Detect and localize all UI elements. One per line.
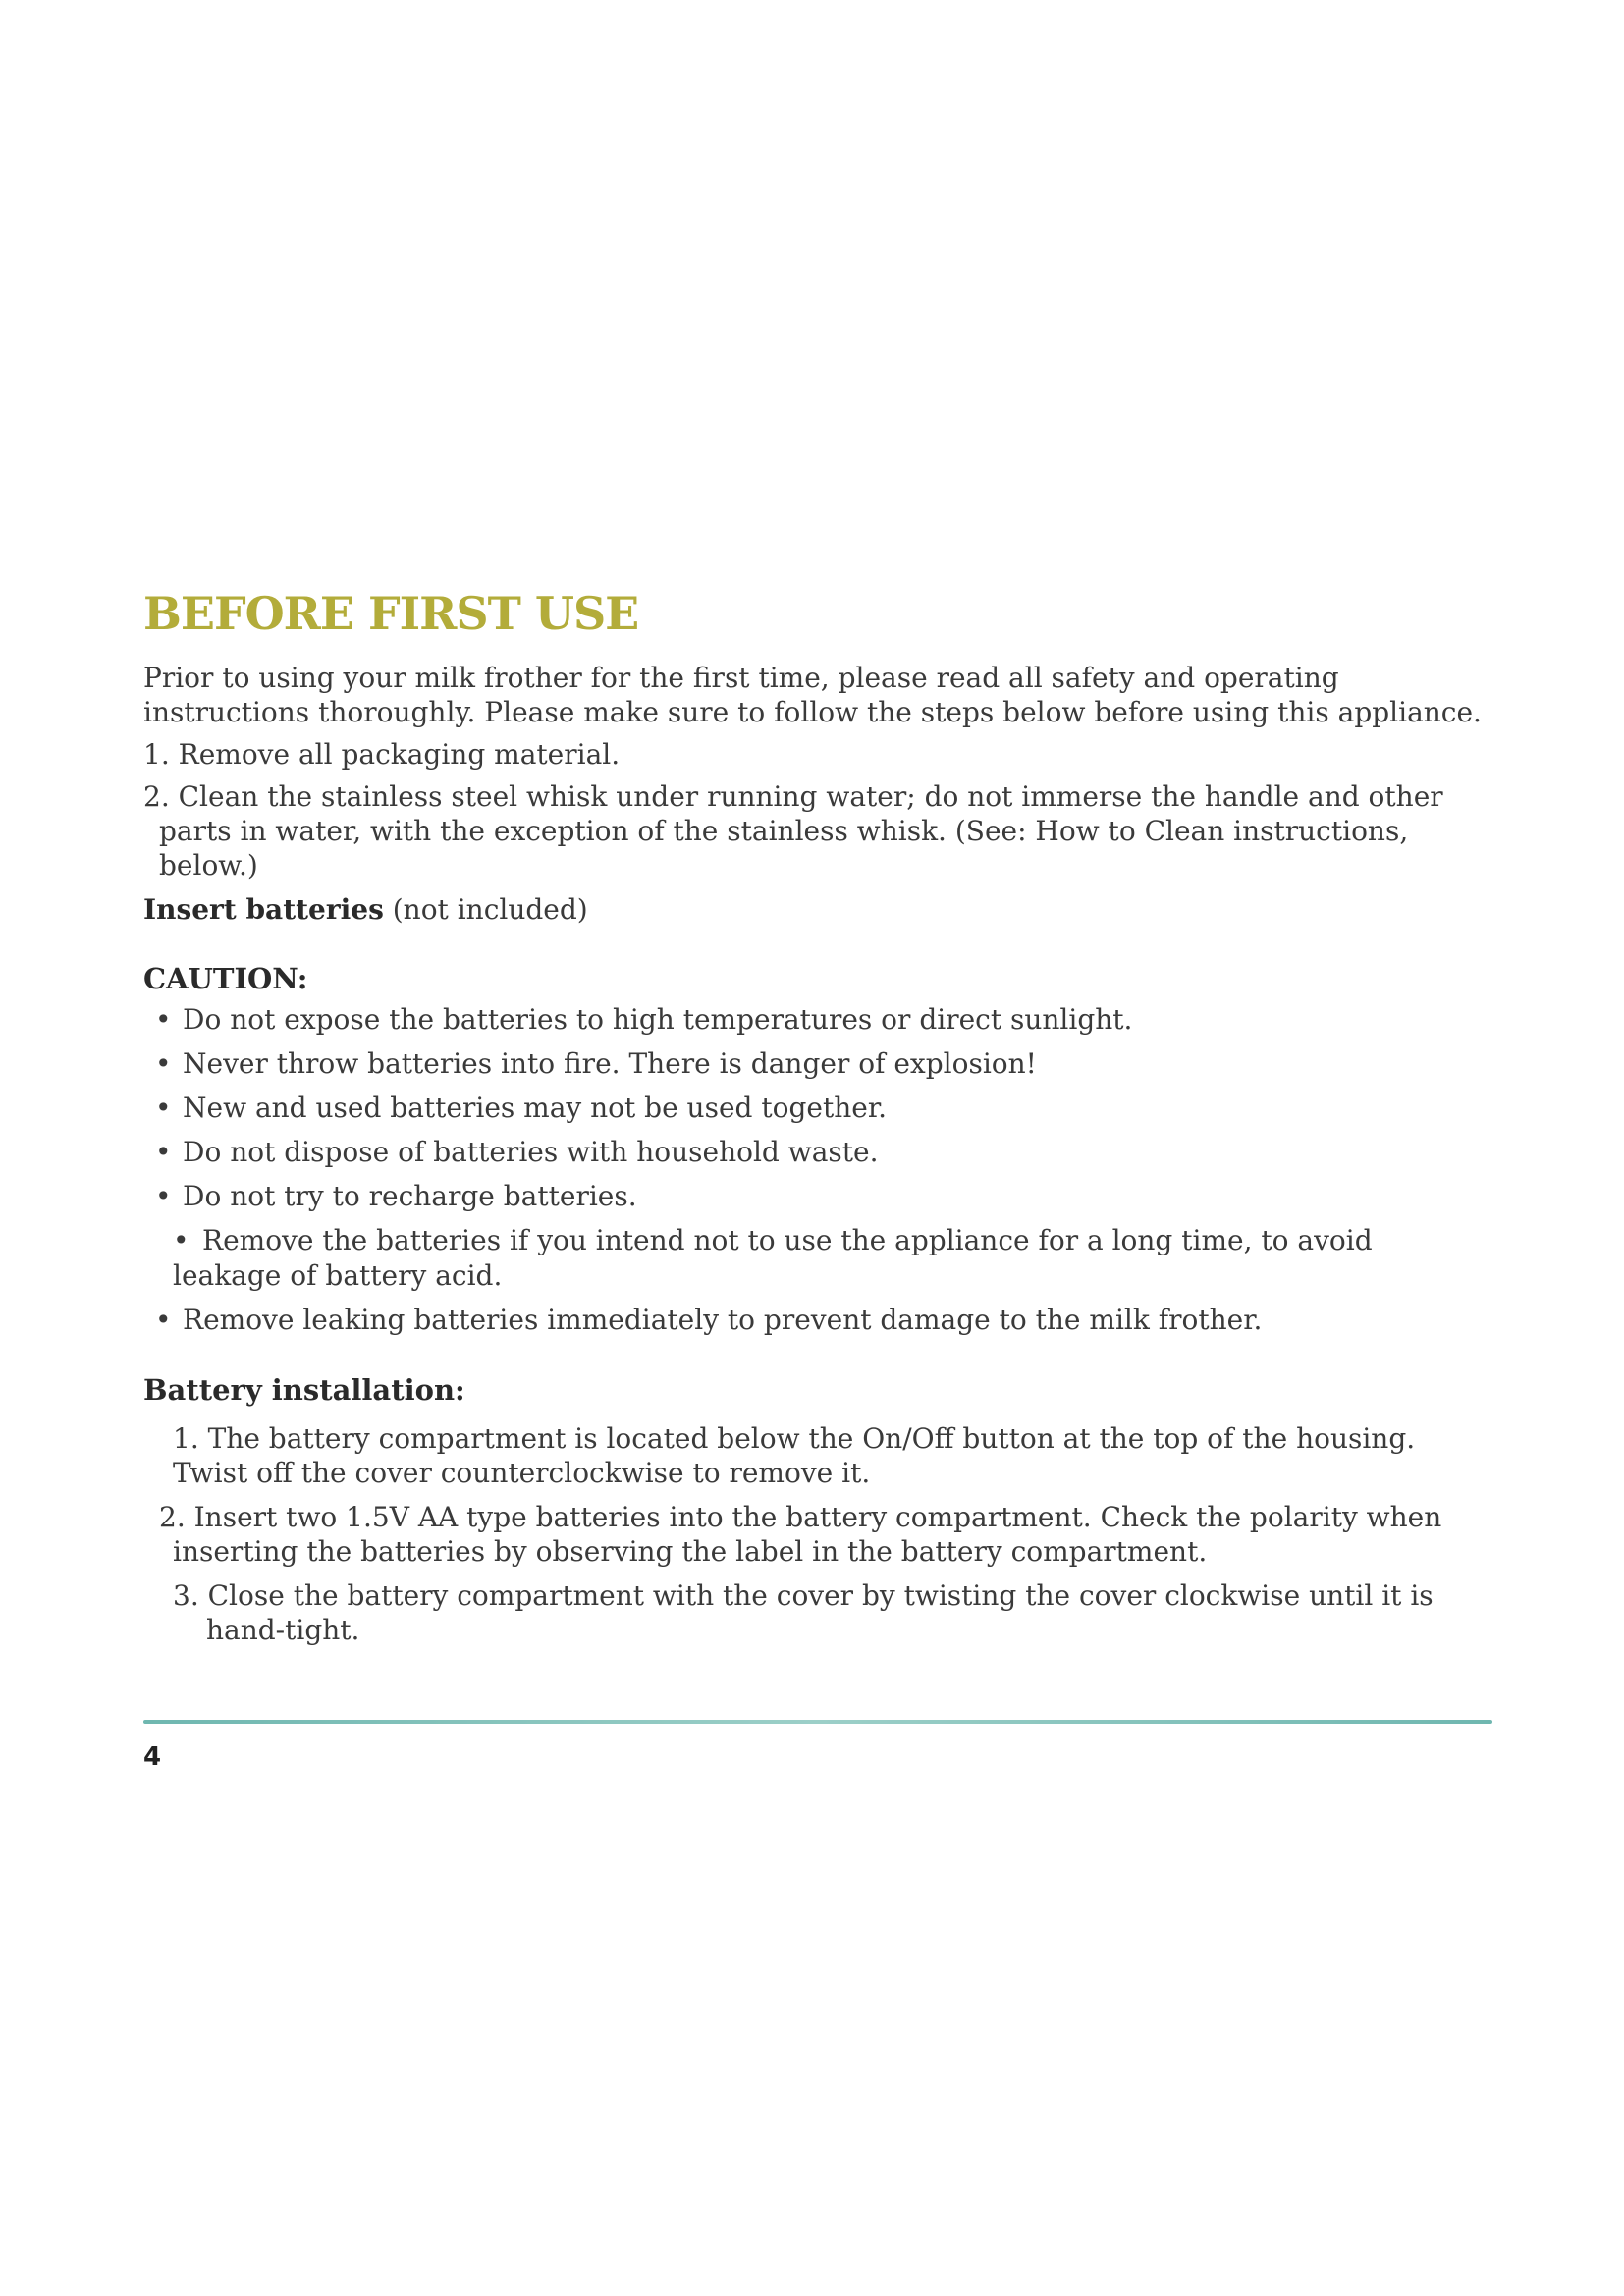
list-item-text: 1. The battery compartment is located below the On/Off button at the top of the housing. (173, 1421, 1416, 1455)
list-item (155, 1046, 1489, 1082)
list-item-continuation: inserting the batteries by observing the label in the battery compartment. (173, 1534, 1208, 1568)
list-item (155, 1002, 1489, 1038)
list-item-text: 2. Insert two 1.5V AA type batteries into the battery compartment. Check the polarity when (159, 1500, 1442, 1533)
list-item-continuation: hand-tight. (206, 1613, 360, 1646)
step-item: 2. Clean the stainless steel whisk under running water; do not immerse the handle and other parts in water, with the exception of the stainless whisk. (See: How to Clean instructions, below.) (143, 779, 1443, 881)
page-title: BEFORE FIRST USE (143, 587, 639, 640)
list-item-text: Do not try to recharge batteries. (183, 1179, 637, 1212)
bullet-icon: • (173, 1223, 189, 1256)
step-item: 1. Remove all packaging material. (143, 737, 621, 771)
caution-list (143, 1002, 1489, 1338)
battery-installation-heading: Battery installation: (143, 1372, 465, 1407)
list-item (155, 1091, 1489, 1126)
list-item (155, 1135, 1489, 1170)
intro-paragraph: Prior to using your milk frother for the first time, please read all safety and operating instructions thoroughly. Please make sure to follow the steps below before using this appliance. (143, 661, 1482, 728)
list-item-continuation: Twist off the cover counterclockwise to remove it. (173, 1456, 871, 1489)
list-item-text: 3. Close the battery compartment with the cover by twisting the cover clockwise until it is (173, 1578, 1434, 1612)
list-item (143, 1578, 1489, 1647)
bullet-icon: • (155, 1046, 172, 1080)
list-item (173, 1223, 1489, 1294)
bullet-icon: • (155, 1135, 172, 1168)
insert-batteries-note: (not included) (383, 892, 588, 926)
list-item-text: Remove the batteries if you intend not to use the appliance for a long time, to avoid leakage of battery acid. (173, 1223, 1373, 1292)
list-item-text: Never throw batteries into fire. There is danger of explosion! (183, 1046, 1037, 1080)
list-item-text: Do not expose the batteries to high temperatures or direct sunlight. (183, 1002, 1133, 1036)
bullet-icon: • (155, 1091, 172, 1124)
list-item-text: Do not dispose of batteries with household waste. (183, 1135, 879, 1168)
battery-steps-list (143, 1421, 1489, 1647)
bullet-icon: • (155, 1179, 172, 1212)
list-item-text: Remove leaking batteries immediately to prevent damage to the milk frother. (183, 1303, 1263, 1336)
caution-heading: CAUTION: (143, 961, 308, 995)
list-item (155, 1303, 1489, 1338)
list-item-text: New and used batteries may not be used together. (183, 1091, 888, 1124)
page-number: 4 (143, 1742, 162, 1772)
list-item (155, 1179, 1489, 1214)
list-item (143, 1500, 1489, 1569)
page-content (143, 589, 1489, 1657)
bullet-icon: • (155, 1303, 172, 1336)
insert-batteries-line (143, 892, 1489, 927)
bullet-icon: • (155, 1002, 172, 1036)
insert-batteries-label: Insert batteries (143, 892, 384, 926)
footer-divider (143, 1720, 1492, 1724)
list-item (143, 1421, 1489, 1490)
